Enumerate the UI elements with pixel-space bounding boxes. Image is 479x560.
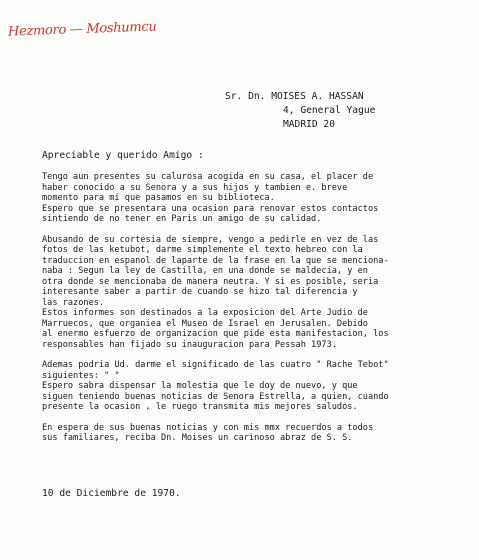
body-line: Marruecos, que organiea el Museo de Israel en Jerusalen. Debido: [42, 318, 368, 329]
body-line: momento para mi que pasamos en su biblioteca.: [42, 193, 275, 203]
recipient-name: Sr. Dn. MOISES A. HASSAN: [225, 91, 364, 102]
body-line: al enermo esfuerzo de organizacion que pide esta manifestacion, los: [42, 329, 389, 339]
recipient-city: MADRID 20: [283, 119, 335, 130]
salutation: Apreciable y querido Amigo :: [42, 150, 204, 161]
body-line: haber conocido a su Senora y a sus hijos y tambien e. breve: [42, 182, 348, 193]
body-line: naba : Segun la ley de Castilla, en una donde se maldecia, y en: [42, 266, 368, 276]
body-line: otra donde se mencionaba de manera neutra. Y si es posible, seria: [42, 276, 379, 287]
letter-date: 10 de Diciembre de 1970.: [42, 488, 181, 499]
body-line: Tengo aun presentes su calurosa acogida en su casa, el placer de: [42, 172, 374, 182]
body-line: responsables han fijado su inauguracion para Pessah 1973.: [42, 339, 337, 350]
paragraph-3: [42, 360, 462, 413]
body-line: Abusando de su cortesia de siempre, vengo a pedirle en vez de las: [42, 234, 379, 245]
body-line: En espera de sus buenas noticias y con mis mmx recuerdos a todos: [42, 422, 374, 433]
handwritten-annotation: Hezmoro — Moshumcu: [7, 19, 157, 40]
body-line: traduccion en espanol de laparte de la frase en la que se menciona-: [42, 255, 389, 266]
recipient-street: 4, General Yague: [283, 105, 376, 116]
body-line: presente la ocasion , le ruego transmita mis mejores saludos.: [42, 402, 358, 412]
body-line: Ademas podria Ud. darme el significado de las cuatro " Rache Tebot": [42, 360, 389, 370]
body-line: siguientes: " ": [42, 370, 120, 381]
paragraph-4: [42, 423, 462, 444]
body-line: Espero que se presentara una ocasion para renovar estos contactos: [42, 203, 379, 214]
recipient-address: [225, 90, 375, 132]
body-line: fotos de las ketubot, darme simplemente el texto hebreo con la: [42, 245, 363, 255]
paragraph-2: [42, 235, 462, 351]
body-line: Estos informes son destinados a la exposicion del Arte Judio de: [42, 308, 368, 318]
body-line: las razones.: [42, 297, 105, 308]
paragraph-1: [42, 172, 462, 225]
body-line: interesante saber a partir de cuando se hizo tal diferencia y: [42, 287, 358, 297]
body-line: sus familiares, reciba Dn. Moises un carinoso abraz de S. S.: [42, 433, 353, 443]
body-line: sintiendo de no tener en Paris un amigo de su calidad.: [42, 214, 322, 224]
letter-body: [42, 172, 462, 454]
body-line: Espero sabra dispensar la molestia que le doy de nuevo, y que: [42, 381, 358, 391]
body-line: siguen teniendo buenas noticias de Senora Estrella, a quien, cuando: [42, 391, 389, 402]
